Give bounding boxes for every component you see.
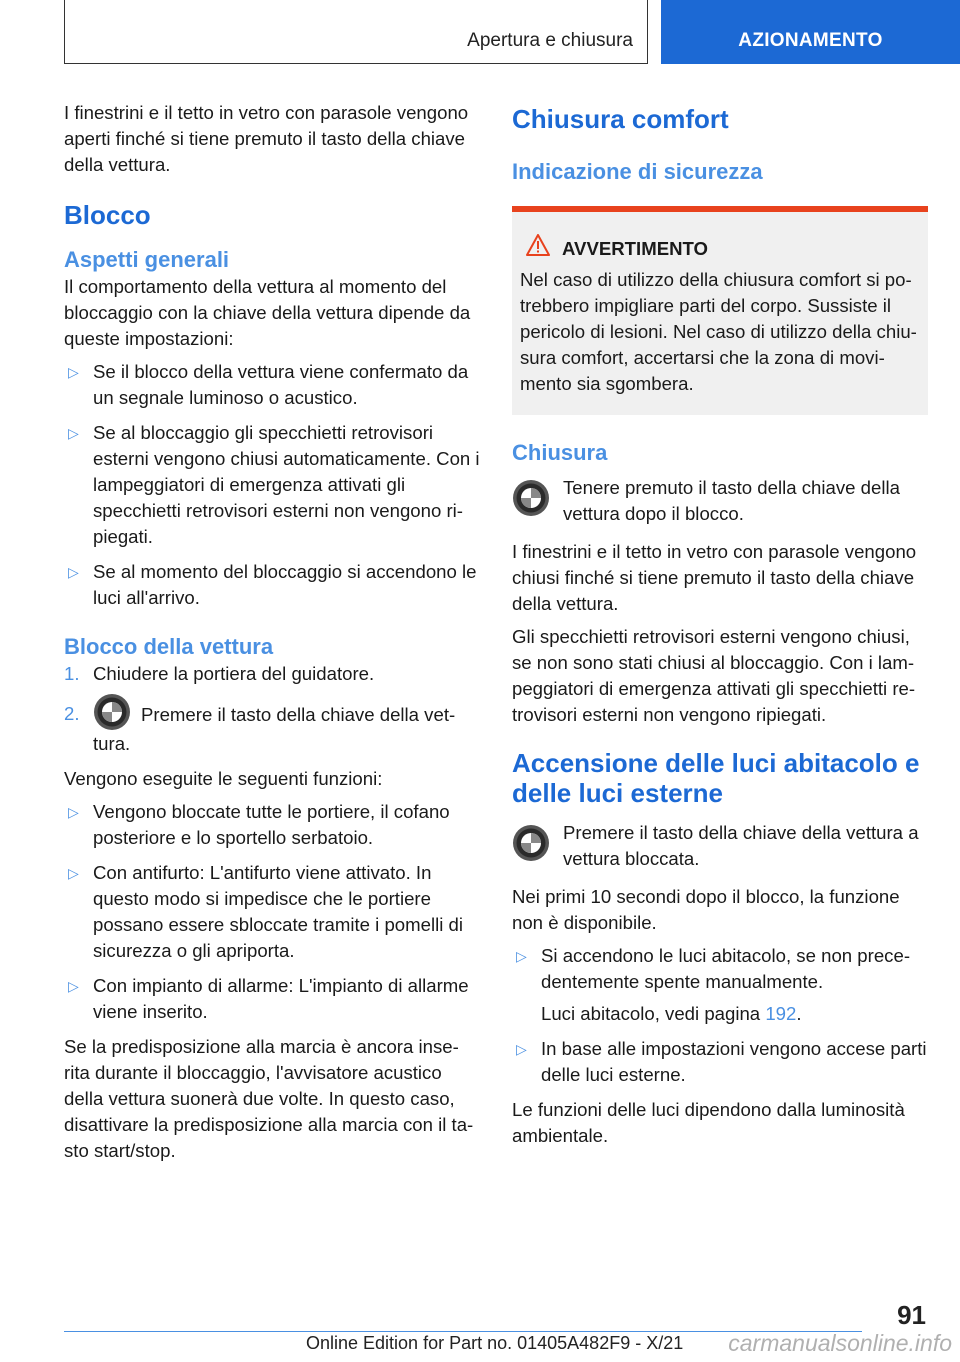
- bmw-key-button-icon: [93, 693, 131, 731]
- funzioni-list: [64, 799, 480, 1025]
- closing-paragraph: Se la predisposizione alla marcia è ancora inse-rita durante il bloccaggio, l'avvisatore acustico della vettura suonerà due volte. In questo caso, disattivare la predisposizione alla marcia con il ta-sto start/stop.: [64, 1036, 474, 1161]
- bullet-triangle-icon: ▷: [516, 948, 527, 964]
- intro-paragraph: I finestrini e il tetto in vetro con parasole vengono aperti finché si tiene premuto il tasto della chiave della vettura.: [64, 102, 469, 175]
- heading-blocco-vettura: Blocco della vettura: [64, 634, 274, 659]
- chiusura-paragraph-2: Gli specchietti retrovisori esterni vengono chiusi, se non sono stati chiusi al bloccaggio. Con i lam-peggiatori di emergenza attivati gli specchietti re-trovisori esterni non vengono ripiegati.: [512, 626, 916, 725]
- bullet-triangle-icon: ▷: [68, 364, 79, 380]
- heading-accensione-luci: Accensione delle luci abitacolo e delle luci esterne: [512, 748, 920, 808]
- header-section-title: Apertura e chiusura: [467, 30, 633, 51]
- watermark: carmanualsonline.info: [728, 1330, 952, 1356]
- left-column: [64, 100, 480, 1171]
- footer-edition: Online Edition for Part no. 01405A482F9 - X/21: [306, 1333, 684, 1353]
- steps-list: [64, 661, 480, 757]
- accensione-icon-row: [512, 820, 928, 872]
- step-item: 1. Chiudere la portiera del guidatore.: [64, 663, 375, 684]
- bullet-triangle-icon: ▷: [68, 804, 79, 820]
- bullet-triangle-icon: ▷: [68, 865, 79, 881]
- aspetti-paragraph: Il comportamento della vettura al momento del bloccaggio con la chiave della vettura dipende da queste impostazioni:: [64, 276, 471, 349]
- accensione-paragraph-2: Le funzioni delle luci dipendono dalla luminosità ambientale.: [512, 1099, 905, 1146]
- bullet-triangle-icon: ▷: [68, 425, 79, 441]
- page-reference: Luci abitacolo, vedi pagina 192.: [541, 1003, 802, 1024]
- warning-title: AVVERTIMENTO: [520, 234, 920, 263]
- page-link-192[interactable]: 192: [765, 1003, 797, 1024]
- list-item: ▷ Con impianto di allarme: L'impianto di allarme viene inserito.: [68, 975, 469, 1022]
- bullet-triangle-icon: ▷: [516, 1041, 527, 1057]
- heading-chiusura-comfort: Chiusura comfort: [512, 104, 729, 134]
- right-column: [512, 100, 928, 1156]
- aspetti-list: [64, 359, 480, 611]
- bmw-key-button-icon: [512, 824, 550, 862]
- header-chapter-tab[interactable]: AZIONAMENTO: [661, 0, 960, 64]
- list-item: ▷ Se al bloccaggio gli specchietti retrovisori esterni vengono chiusi automaticamente. Con i lampeggiatori di emergenza attivati gli specchietti retrovisori esterni non vengono ri-piegati.: [68, 422, 480, 547]
- chiusura-paragraph-1: I finestrini e il tetto in vetro con parasole vengono chiusi finché si tiene premuto il tasto della chiave della vettura.: [512, 541, 917, 614]
- list-item: ▷ In base alle impostazioni vengono accese parti delle luci esterne.: [516, 1038, 927, 1085]
- accensione-paragraph-1: Nei primi 10 secondi dopo il blocco, la funzione non è disponibile.: [512, 886, 900, 933]
- list-item: ▷ Si accendono le luci abitacolo, se non prece-dentemente spente manualmente. Luci abitacolo, vedi pagina 192.: [512, 943, 928, 1027]
- accensione-list: [512, 943, 928, 1088]
- list-item: ▷ Se al momento del bloccaggio si accendono le luci all'arrivo.: [68, 561, 477, 608]
- warning-triangle-icon: [526, 234, 550, 263]
- page-number: 91: [897, 1300, 926, 1330]
- list-item: ▷ Con antifurto: L'antifurto viene attivato. In questo modo si impedisce che le portiere possano essere sbloccate tramite i pomelli di sicurezza o gli apriporta.: [68, 862, 463, 961]
- funzioni-paragraph: Vengono eseguite le seguenti funzioni:: [64, 768, 383, 789]
- accensione-icon-text: Premere il tasto della chiave della vettura a vettura bloccata.: [563, 822, 919, 869]
- bmw-key-button-icon: [512, 479, 550, 517]
- header-frame: [64, 0, 648, 64]
- bullet-triangle-icon: ▷: [68, 978, 79, 994]
- warning-box: [512, 206, 928, 415]
- chiusura-icon-text: Tenere premuto il tasto della chiave della vettura dopo il blocco.: [563, 477, 900, 524]
- list-item: ▷ Se il blocco della vettura viene confermato da un segnale luminoso o acustico.: [68, 361, 469, 408]
- heading-blocco: Blocco: [64, 200, 151, 230]
- heading-aspetti-generali: Aspetti generali: [64, 247, 230, 272]
- step-item: 2. Premere il tasto della chiave della vet-tura.: [64, 701, 480, 757]
- heading-chiusura: Chiusura: [512, 440, 608, 465]
- warning-text: Nel caso di utilizzo della chiusura comfort si po-trebbero impigliare parti del corpo. Sussiste il pericolo di lesioni. Nel caso di utilizzo della chiu-sura comfort, accertarsi che la zona di movi-mento sia sgombera.: [520, 269, 917, 394]
- chiusura-icon-row: [512, 475, 928, 527]
- heading-indicazione-sicurezza: Indicazione di sicurezza: [512, 159, 763, 184]
- list-item: ▷ Vengono bloccate tutte le portiere, il cofano posteriore e lo sportello serbatoio.: [68, 801, 450, 848]
- bullet-triangle-icon: ▷: [68, 564, 79, 580]
